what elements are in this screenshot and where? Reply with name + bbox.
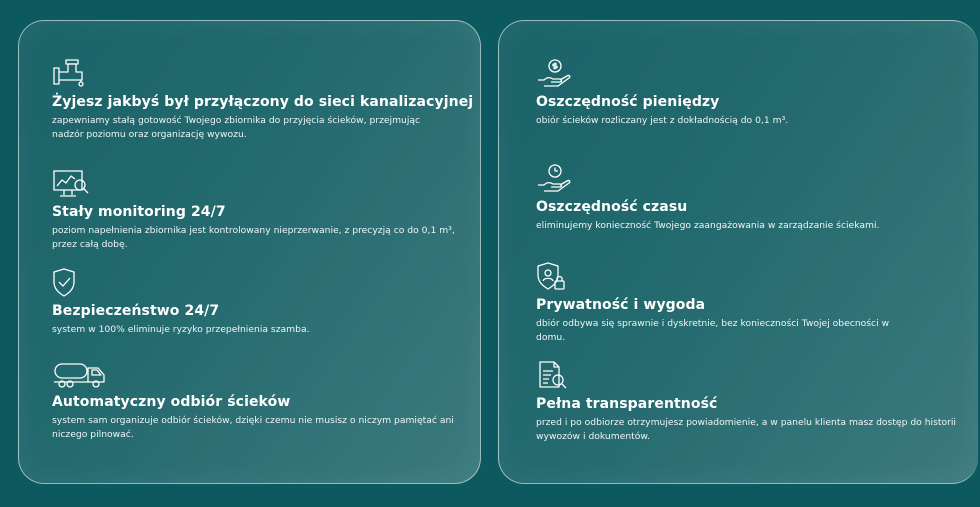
hand-coin-icon: [536, 58, 574, 90]
feature-security: [52, 267, 472, 337]
feature-connected: [52, 58, 472, 142]
feature-title: Pełna transparentność: [536, 396, 718, 412]
feature-automatic-pickup: [52, 358, 472, 442]
shield-check-icon: [52, 267, 90, 299]
feature-description: zapewniamy stałą gotowość Twojego zbiornika do przyjęcia ścieków, przejmując nadzór poziomu oraz organizację wywozu.: [52, 115, 421, 140]
feature-description: eliminujemy konieczność Twojego zaangażowania w zarządzanie ściekami.: [536, 220, 880, 231]
feature-title: Bezpieczeństwo 24/7: [52, 303, 220, 319]
hand-clock-icon: [536, 163, 574, 195]
feature-monitoring: [52, 168, 472, 252]
feature-title: Oszczędność pieniędzy: [536, 94, 720, 110]
feature-description: obiór ścieków rozliczany jest z dokładnością do 0,1 m³.: [536, 115, 789, 126]
feature-description: przed i po odbiorze otrzymujesz powiadomienie, a w panelu klienta masz dostęp do historii wywozów i dokumentów.: [536, 417, 956, 442]
feature-description: dbiór odbywa się sprawnie i dyskretnie, bez konieczności Twojej obecności w domu.: [536, 318, 890, 343]
feature-title: Prywatność i wygoda: [536, 297, 706, 313]
feature-title: Automatyczny odbiór ścieków: [52, 394, 291, 410]
shield-user-lock-icon: [536, 261, 574, 293]
document-search-icon: [536, 360, 574, 392]
feature-privacy: [536, 261, 966, 345]
feature-description: system sam organizuje odbiór ścieków, dzięki czemu nie musisz o niczym pamiętać ani niczego pilnować.: [52, 415, 454, 440]
pipe-faucet-icon: [52, 58, 90, 90]
feature-title: Oszczędność czasu: [536, 199, 688, 215]
feature-transparency: [536, 360, 966, 444]
feature-description: system w 100% eliminuje ryzyko przepełnienia szamba.: [52, 324, 310, 335]
feature-title: Stały monitoring 24/7: [52, 204, 226, 220]
tanker-truck-icon: [52, 358, 108, 390]
feature-save-money: [536, 58, 966, 128]
features-panel-right: [498, 20, 978, 484]
features-panel-left: [18, 20, 481, 484]
feature-description: poziom napełnienia zbiornika jest kontrolowany nieprzerwanie, z precyzją co do 0,1 m³, przez całą dobę.: [52, 225, 455, 250]
monitor-chart-icon: [52, 168, 90, 200]
feature-title: Żyjesz jakbyś był przyłączony do sieci kanalizacyjnej: [52, 94, 474, 110]
feature-save-time: [536, 163, 966, 233]
